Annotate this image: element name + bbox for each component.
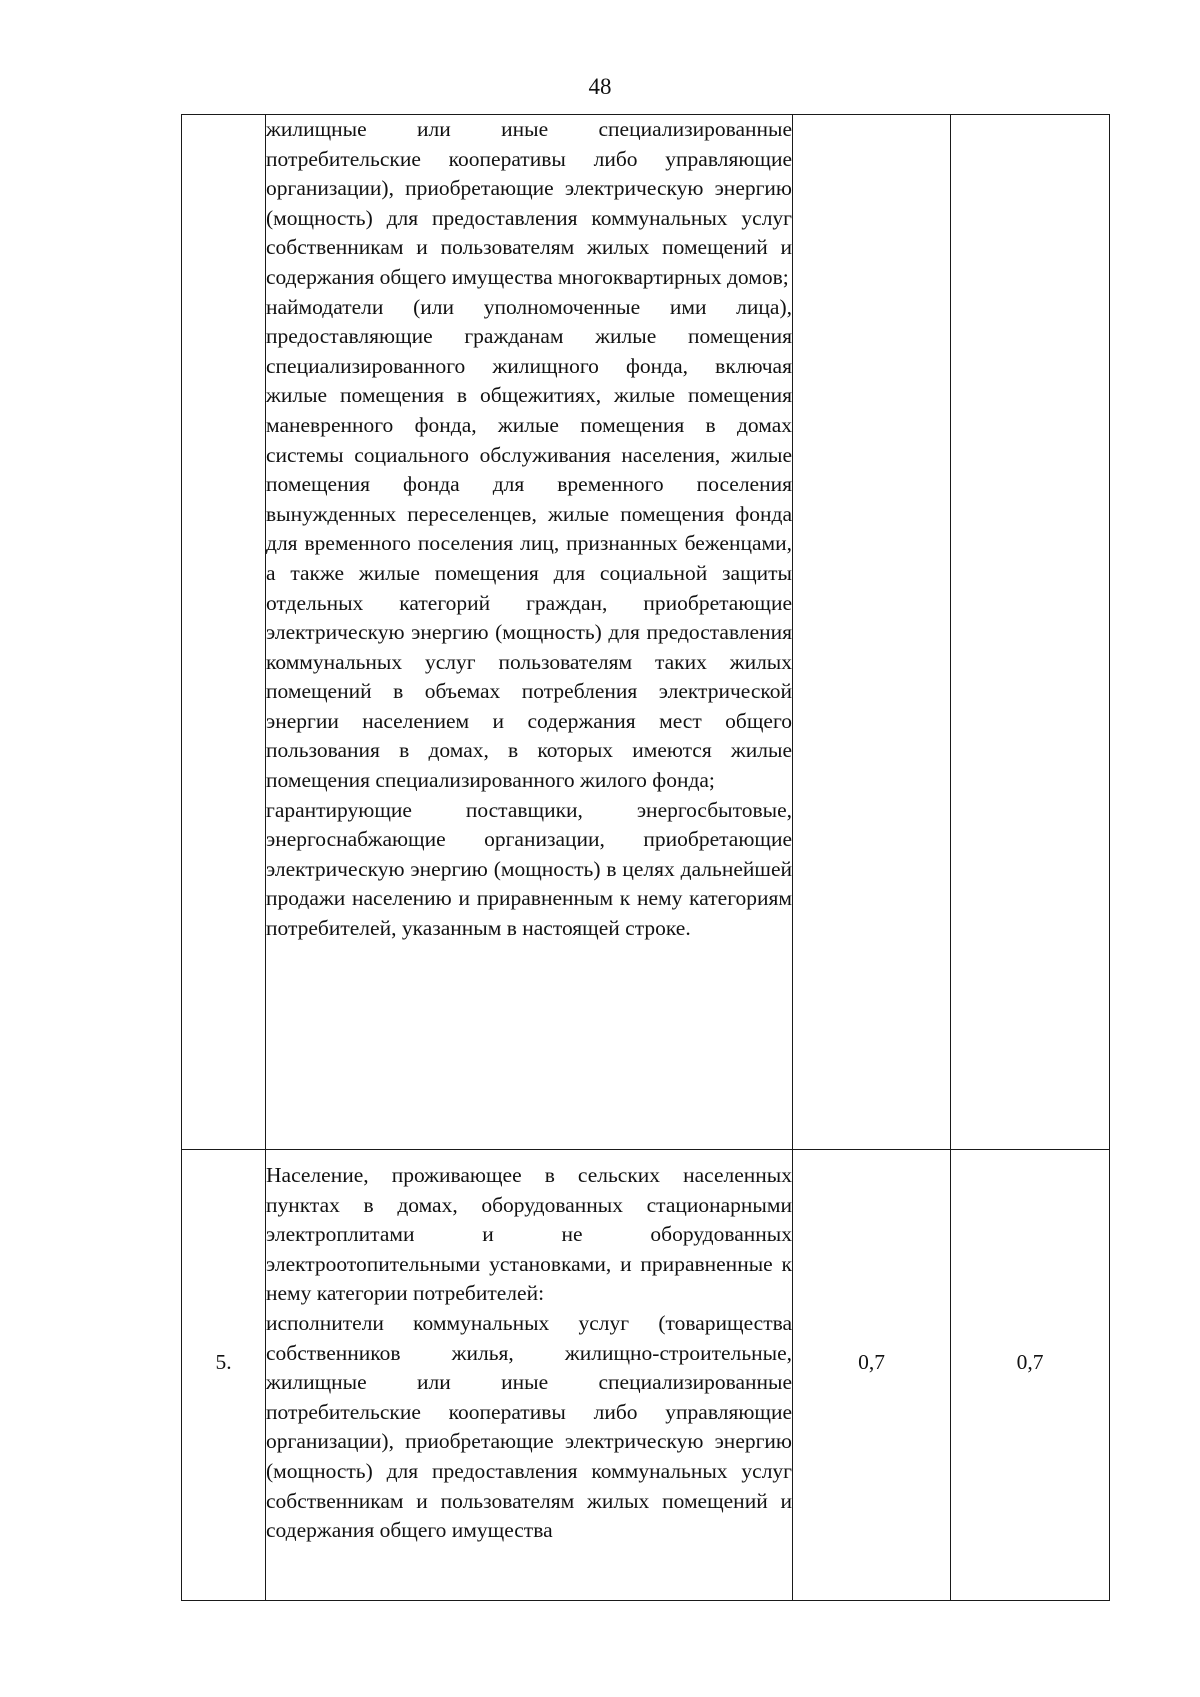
description-paragraph: исполнители коммунальных услуг (товарищества собственников жилья, жилищно-строительные, жилищные или иные специализированные потребительские кооперативы либо управляющие организации), приобретающие электрическую энергию (мощность) для предоставления коммунальных услуг собственникам и пользователям жилых помещений и содержания общего имущества <box>266 1310 792 1543</box>
coefficient-cell-2 <box>951 115 1110 1150</box>
row-number: 5. <box>215 1350 232 1375</box>
page-number: 48 <box>588 74 612 99</box>
table-row <box>182 1150 1110 1601</box>
consumer-category-cell <box>266 1150 793 1601</box>
tariff-table <box>181 114 1110 1601</box>
description-paragraph: гарантирующие поставщики, энергосбытовые, энергоснабжающие организации, приобретающие электрическую энергию (мощность) в целях дальнейшей продажи населению и приравненным к нему категориям потребителей, указанным в настоящей строке. <box>266 797 792 941</box>
coefficient-cell-1 <box>793 115 951 1150</box>
description-paragraph: жилищные или иные специализированные потребительские кооперативы либо управляющие организации), приобретающие электрическую энергию (мощность) для предоставления коммунальных услуг собственникам и пользователям жилых помещений и содержания общего имущества многоквартирных домов; <box>266 117 792 289</box>
row-number-cell <box>182 115 266 1150</box>
consumer-category-cell <box>266 115 793 1150</box>
coefficient-cell-2 <box>951 1150 1110 1601</box>
row-number-cell <box>182 1150 266 1601</box>
coefficient-value-1: 0,7 <box>858 1350 885 1375</box>
description-paragraph: Население, проживающее в сельских населенных пунктах в домах, оборудованных стационарными электроплитами и не оборудованных электроотопительными установками, и приравненные к нему категории потребителей: <box>266 1163 792 1306</box>
coefficient-cell-1 <box>793 1150 951 1601</box>
table-row <box>182 115 1110 1150</box>
coefficient-value-2: 0,7 <box>1016 1350 1044 1375</box>
description-paragraph: наймодатели (или уполномоченные ими лица), предоставляющие гражданам жилые помещения специализированного жилищного фонда, включая жилые помещения в общежитиях, жилые помещения маневренного фонда, жилые помещения в домах системы социального обслуживания населения, жилые помещения фонда для временного поселения вынужденных переселенцев, жилые помещения фонда для временного поселения лиц, признанных беженцами, а также жилые помещения для социальной защиты отдельных категорий граждан, приобретающие электрическую энергию (мощность) для предоставления коммунальных услуг пользователям таких жилых помещений в объемах потребления электрической энергии населением и содержания мест общего пользования в домах, в которых имеются жилые помещения специализированного жилого фонда; <box>266 294 792 793</box>
